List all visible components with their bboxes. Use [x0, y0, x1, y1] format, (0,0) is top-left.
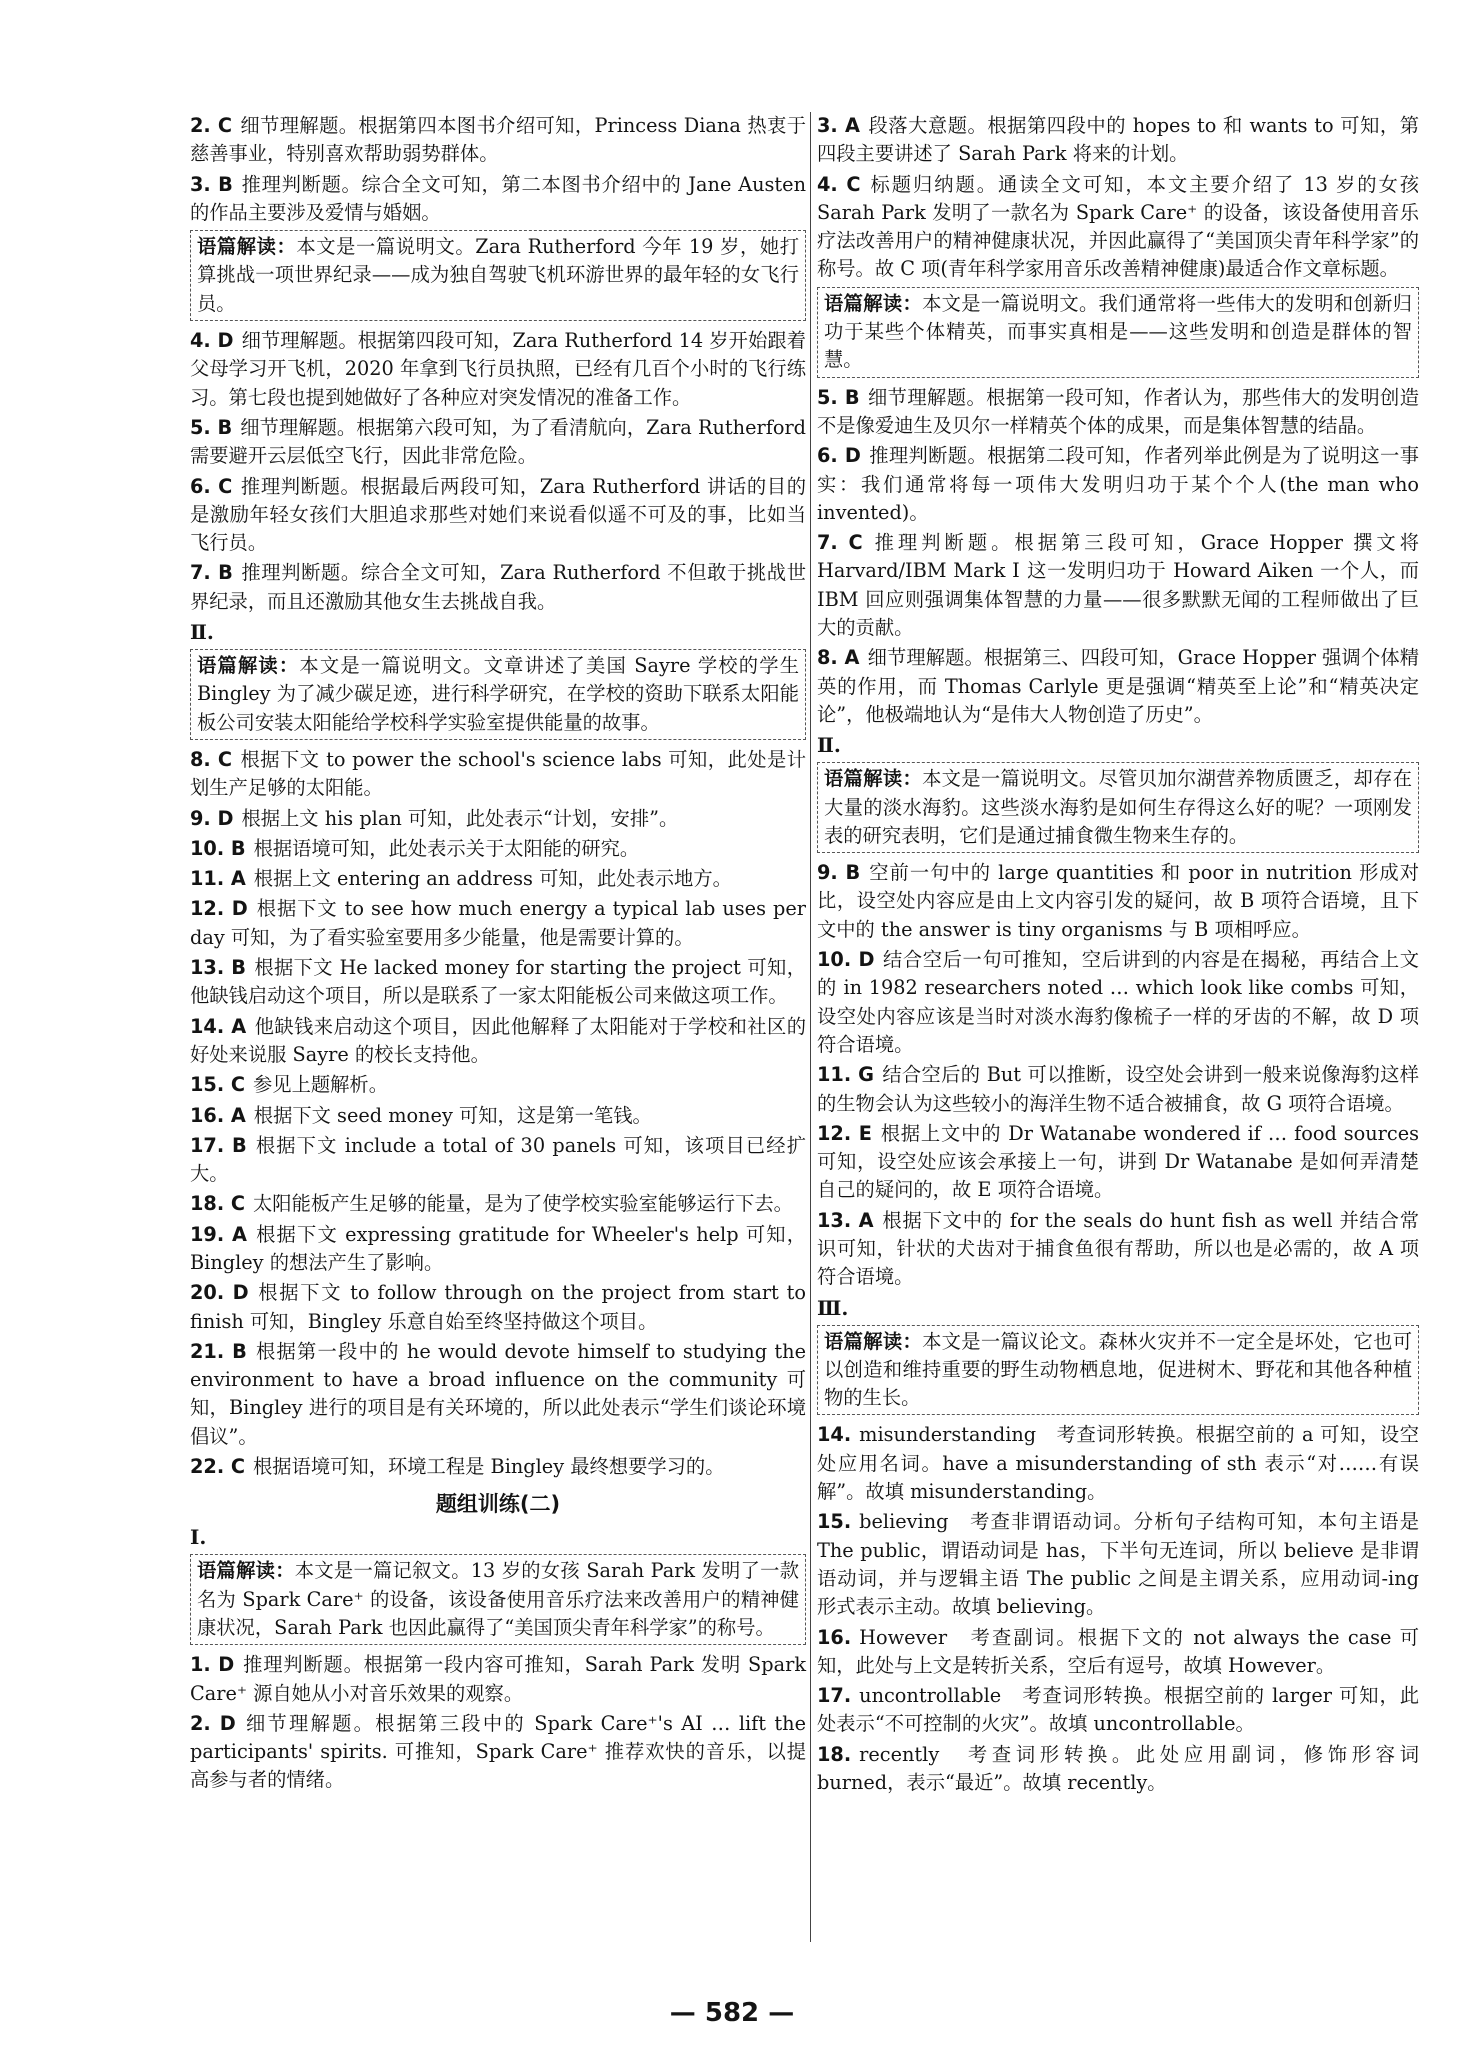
- answer-number: 9. D: [190, 806, 234, 830]
- answer-number: 11. A: [190, 867, 246, 891]
- answer-number: 16.: [817, 1625, 852, 1649]
- answer-explanation: 根据下文 He lacked money for starting the project 可知，他缺钱启动这个项目，所以是联系了一家太阳能板公司来做这项工作。: [190, 956, 806, 1008]
- answer-item: [190, 805, 806, 833]
- answer-item: [190, 171, 806, 228]
- answer-number: 13. A: [817, 1208, 874, 1232]
- answer-item: [817, 1207, 1419, 1292]
- answer-explanation: 推理判断题。综合全文可知，Zara Rutherford 不但敢于挑战世界纪录，而且还激励其他女生去挑战自我。: [190, 561, 806, 613]
- answer-item: [817, 112, 1419, 169]
- answer-item: [190, 1071, 806, 1099]
- answer-item: [190, 1013, 806, 1070]
- passage-analysis-label: 语篇解读：: [824, 1329, 923, 1353]
- answer-explanation: 细节理解题。根据第四本图书介绍可知，Princess Diana 热衷于慈善事业，特别喜欢帮助弱势群体。: [190, 114, 806, 166]
- answer-number: 22. C: [190, 1455, 246, 1479]
- answer-number: 6. D: [817, 444, 861, 468]
- answer-number: 14.: [817, 1423, 852, 1447]
- answer-item: [190, 1102, 806, 1130]
- answer-explanation: uncontrollable 考查词形转换。根据空前的 larger 可知，此处表示“不可控制的火灾”。故填 uncontrollable。: [817, 1684, 1419, 1736]
- answer-number: 15. C: [190, 1073, 246, 1097]
- answer-explanation: 细节理解题。根据第三段中的 Spark Care⁺'s AI … lift the participants' spirits. 可推知，Spark Care⁺ 推荐欢快的音乐，以提高参与者的情绪。: [190, 1711, 806, 1792]
- answer-item: [190, 1132, 806, 1189]
- answer-explanation: 根据下文 expressing gratitude for Wheeler's help 可知，Bingley 的想法产生了影响。: [190, 1222, 806, 1274]
- answer-item: [817, 1624, 1419, 1681]
- passage-analysis-box: [817, 1325, 1419, 1416]
- answer-item: [190, 1279, 806, 1336]
- answer-explanation: 根据第一段中的 he would devote himself to studying the environment to have a broad influence on the community 可知，Bingley 进行的项目是有关环境的，所以此处表示“学生们谈论环境倡议”。: [190, 1339, 806, 1448]
- passage-analysis-label: 语篇解读：: [197, 654, 300, 678]
- answer-explanation: 推理判断题。根据第三段可知，Grace Hopper 撰文将 Harvard/IBM Mark Ⅰ 这一发明归功于 Howard Aiken 一个人，而 IBM 回应则强调集体智慧的力量——很多默默无闻的工程师做出了巨大的贡献。: [817, 531, 1419, 640]
- answer-number: 11. G: [817, 1063, 875, 1087]
- answer-item: [190, 954, 806, 1011]
- passage-analysis-text: 本文是一篇说明文。文章讲述了美国 Sayre 学校的学生 Bingley 为了减少碳足迹，进行科学研究，在学校的资助下联系太阳能板公司安装太阳能给学校科学实验室提供能量的故事。: [197, 654, 800, 734]
- answer-item: [817, 384, 1419, 441]
- answer-explanation: 根据下文 to power the school's science labs 可知，此处是计划生产足够的太阳能。: [190, 747, 806, 800]
- answer-number: 10. D: [817, 948, 875, 972]
- answer-item: [190, 835, 806, 863]
- answer-item: [817, 442, 1419, 527]
- answer-item: [817, 1508, 1419, 1621]
- answer-item: [817, 1061, 1419, 1118]
- answer-item: [190, 414, 806, 471]
- answer-number: 17.: [817, 1684, 852, 1708]
- answer-number: 4. D: [190, 329, 234, 353]
- group-heading: 题组训练(二): [435, 1492, 561, 1517]
- answer-item: [190, 895, 806, 952]
- passage-analysis-label: 语篇解读：: [824, 291, 923, 315]
- answer-explanation: 段落大意题。根据第四段中的 hopes to 和 wants to 可知，第四段主要讲述了 Sarah Park 将来的计划。: [817, 114, 1419, 166]
- answer-explanation: 太阳能板产生足够的能量，是为了使学校实验室能够运行下去。: [253, 1192, 793, 1216]
- answer-item: [190, 559, 806, 616]
- section-marker: Ⅰ.: [190, 1525, 207, 1550]
- section-marker: Ⅱ.: [190, 620, 214, 645]
- answer-number: 18.: [817, 1742, 852, 1766]
- page-number-value: 582: [704, 1998, 760, 2028]
- answer-item: [817, 859, 1419, 944]
- answer-item: [817, 946, 1419, 1059]
- answer-explanation: 细节理解题。根据第一段可知，作者认为，那些伟大的发明创造不是像爱迪生及贝尔一样精英个体的成果，而是集体智慧的结晶。: [817, 385, 1419, 437]
- page-number: — 582 —: [669, 1998, 795, 2028]
- answer-explanation: 空前一句中的 large quantities 和 poor in nutrition 形成对比，设空处内容应是由上文内容引发的疑问，故 B 项符合语境，且下文中的 the answer is tiny organisms 与 B 项相呼应。: [817, 861, 1419, 941]
- passage-analysis-label: 语篇解读：: [824, 767, 923, 791]
- answer-number: 2. C: [190, 114, 232, 137]
- answer-number: 8. C: [190, 747, 233, 771]
- column-divider: [810, 112, 811, 1942]
- answer-explanation: 根据下文中的 for the seals do hunt fish as well 并结合常识可知，针状的犬齿对于捕食鱼很有帮助，所以也是必需的，故 A 项符合语境。: [817, 1208, 1420, 1289]
- passage-analysis-box: [817, 762, 1419, 853]
- answer-explanation: 推理判断题。根据最后两段可知，Zara Rutherford 讲话的目的是激励年轻女孩们大胆追求那些对她们来说看似遥不可及的事，比如当飞行员。: [190, 474, 806, 555]
- passage-analysis-text: 本文是一篇议论文。森林火灾并不一定全是坏处，它也可以创造和维持重要的野生动物栖息地，促进树木、野花和其他各种植物的生长。: [824, 1329, 1413, 1410]
- answer-explanation: 推理判断题。根据第一段内容可推知，Sarah Park 发明 Spark Care⁺ 源自她从小对音乐效果的观察。: [190, 1653, 806, 1705]
- answer-number: 1. D: [190, 1653, 235, 1677]
- answer-number: 2. D: [190, 1711, 236, 1735]
- passage-analysis-box: [817, 287, 1419, 378]
- answer-number: 13. B: [190, 956, 246, 980]
- answer-number: 18. C: [190, 1192, 246, 1216]
- passage-analysis-text: 本文是一篇记叙文。13 岁的女孩 Sarah Park 发明了一款名为 Spark Care⁺ 的设备，该设备使用音乐疗法来改善用户的精神健康状况，Sarah Park 也因此赢得了“美国顶尖青年科学家”的称号。: [197, 1559, 799, 1639]
- answer-explanation: believing 考查非谓语动词。分析句子结构可知，本句主语是 The public，谓语动词是 has，下半句无连词，所以 believe 是非谓语动词，并与逻辑主语 The public 之间是主谓关系，应用动词-ing 形式表示主动。故填 believing。: [817, 1510, 1419, 1619]
- answer-explanation: 标题归纳题。通读全文可知，本文主要介绍了 13 岁的女孩 Sarah Park 发明了一款名为 Spark Care⁺ 的设备，该设备使用音乐疗法改善用户的精神健康状况，并因此赢得了“美国顶尖青年科学家”的称号。故 C 项(青年科学家用音乐改善精神健康)最适合作文章标题。: [817, 172, 1419, 281]
- answer-explanation: 根据下文 to follow through on the project from start to finish 可知，Bingley 乐意自始至终坚持做这个项目。: [190, 1281, 806, 1333]
- passage-analysis-box: [190, 1554, 806, 1645]
- passage-analysis-text: 本文是一篇说明文。我们通常将一些伟大的发明和创新归功于某些个体精英，而事实真相是——这些发明和创造是群体的智慧。: [824, 291, 1413, 372]
- answer-explanation: 细节理解题。根据第六段可知，为了看清航向，Zara Rutherford 需要避开云层低空飞行，因此非常危险。: [190, 415, 806, 468]
- answer-explanation: 推理判断题。综合全文可知，第二本图书介绍中的 Jane Austen 的作品主要涉及爱情与婚姻。: [190, 172, 807, 224]
- answer-number: 15.: [817, 1510, 852, 1534]
- answer-number: 19. A: [190, 1222, 247, 1246]
- answer-explanation: 结合空后一句可推知，空后讲到的内容是在揭秘，再结合上文的 in 1982 researchers noted … which look like combs 可知，设空处内容应该是当时对淡水海豹像梳子一样的牙齿的不解，故 D 项符合语境。: [817, 948, 1420, 1056]
- answer-number: 20. D: [190, 1281, 249, 1305]
- answer-item: [190, 1651, 806, 1708]
- passage-analysis-label: 语篇解读：: [197, 235, 297, 259]
- answer-number: 16. A: [190, 1103, 246, 1127]
- answer-number: 3. A: [817, 114, 860, 137]
- answer-number: 12. D: [190, 897, 248, 921]
- answer-explanation: misunderstanding 考查词形转换。根据空前的 a 可知，设空处应用名词。have a misunderstanding of sth 表示“对……有误解”。故填 misunderstanding。: [817, 1423, 1419, 1504]
- answer-number: 14. A: [190, 1014, 247, 1038]
- answer-item: [817, 644, 1419, 729]
- answer-explanation: recently 考查词形转换。此处应用副词，修饰形容词 burned，表示“最近”。故填 recently。: [817, 1742, 1419, 1795]
- answer-explanation: 根据下文 include a total of 30 panels 可知，该项目已经扩大。: [190, 1133, 806, 1186]
- answer-item: [190, 112, 806, 169]
- passage-analysis-text: 本文是一篇说明文。Zara Rutherford 今年 19 岁，她打算挑战一项世界纪录——成为独自驾驶飞机环游世界的最年轻的女飞行员。: [197, 235, 800, 315]
- answer-item: [190, 1221, 806, 1278]
- answer-number: 6. C: [190, 474, 233, 498]
- answer-explanation: 他缺钱来启动这个项目，因此他解释了太阳能对于学校和社区的好处来说服 Sayre 的校长支持他。: [190, 1014, 806, 1066]
- answer-explanation: 根据下文 to see how much energy a typical lab uses per day 可知，为了看实验室要用多少能量，他是需要计算的。: [190, 897, 807, 949]
- section-marker: Ⅲ.: [817, 1295, 849, 1320]
- answer-number: 4. C: [817, 172, 861, 196]
- passage-analysis-text: 本文是一篇说明文。尽管贝加尔湖营养物质匮乏，却存在大量的淡水海豹。这些淡水海豹是如何生存得这么好的呢？一项刚发表的研究表明，它们是通过捕食微生物来生存的。: [824, 767, 1413, 847]
- answer-explanation: 根据上文 entering an address 可知，此处表示地方。: [253, 867, 732, 891]
- section-marker: Ⅱ.: [817, 733, 841, 758]
- passage-analysis-box: [190, 649, 806, 740]
- answer-item: [190, 1710, 806, 1795]
- answer-item: [817, 529, 1419, 642]
- answer-item: [190, 1338, 806, 1451]
- answer-item: [190, 865, 806, 893]
- answer-item: [190, 746, 806, 803]
- answer-explanation: 推理判断题。根据第二段可知，作者列举此例是为了说明这一事实：我们通常将每一项伟大发明归功于某个个人(the man who invented)。: [817, 444, 1419, 524]
- answer-number: 12. E: [817, 1121, 872, 1145]
- answer-number: 17. B: [190, 1133, 247, 1157]
- answer-number: 5. B: [190, 415, 233, 439]
- answer-explanation: However 考查副词。根据下文的 not always the case 可知，此处与上文是转折关系，空后有逗号，故填 However。: [817, 1625, 1419, 1677]
- answer-number: 8. A: [817, 646, 860, 670]
- answer-explanation: 根据上文中的 Dr Watanabe wondered if … food sources 可知，设空处应该会承接上一句，讲到 Dr Watanabe 是如何弄清楚自己的疑问的，故 E 项符合语境。: [817, 1121, 1419, 1202]
- answer-explanation: 参见上题解析。: [253, 1073, 388, 1097]
- passage-analysis-box: [190, 230, 806, 321]
- answer-explanation: 根据上文 his plan 可知，此处表示“计划，安排”。: [241, 806, 679, 830]
- right-column: [817, 112, 1419, 1799]
- answer-explanation: 细节理解题。根据第四段可知，Zara Rutherford 14 岁开始跟着父母学习开飞机，2020 年拿到飞行员执照，已经有几百个小时的飞行练习。第七段也提到她做好了各种应对突发情况的准备工作。: [190, 329, 806, 409]
- answer-number: 7. B: [190, 561, 233, 585]
- passage-analysis-label: 语篇解读：: [197, 1559, 295, 1583]
- answer-item: [817, 1120, 1419, 1205]
- answer-item: [817, 1421, 1419, 1506]
- answer-explanation: 根据下文 seed money 可知，这是第一笔钱。: [253, 1103, 652, 1127]
- answer-number: 3. B: [190, 172, 233, 196]
- answer-number: 5. B: [817, 385, 860, 409]
- answer-explanation: 根据语境可知，环境工程是 Bingley 最终想要学习的。: [253, 1455, 725, 1479]
- answer-explanation: 结合空后的 But 可以推断，设空处会讲到一般来说像海豹这样的生物会认为这些较小的海洋生物不适合被捕食，故 G 项符合语境。: [817, 1063, 1419, 1115]
- answer-item: [190, 327, 806, 412]
- answer-item: [817, 1741, 1419, 1798]
- answer-item: [817, 1682, 1419, 1739]
- left-column: [190, 112, 806, 1797]
- answer-explanation: 细节理解题。根据第三、四段可知，Grace Hopper 强调个体精英的作用，而 Thomas Carlyle 更是强调“精英至上论”和“精英决定论”，他极端地认为“是伟大人物创造了历史”。: [817, 646, 1419, 726]
- answer-number: 7. C: [817, 531, 863, 555]
- answer-number: 10. B: [190, 836, 246, 860]
- answer-explanation: 根据语境可知，此处表示关于太阳能的研究。: [253, 836, 640, 860]
- answer-number: 21. B: [190, 1339, 247, 1363]
- answer-item: [190, 1453, 806, 1481]
- answer-item: [817, 171, 1419, 284]
- answer-item: [190, 473, 806, 558]
- answer-number: 9. B: [817, 861, 861, 885]
- answer-item: [190, 1190, 806, 1218]
